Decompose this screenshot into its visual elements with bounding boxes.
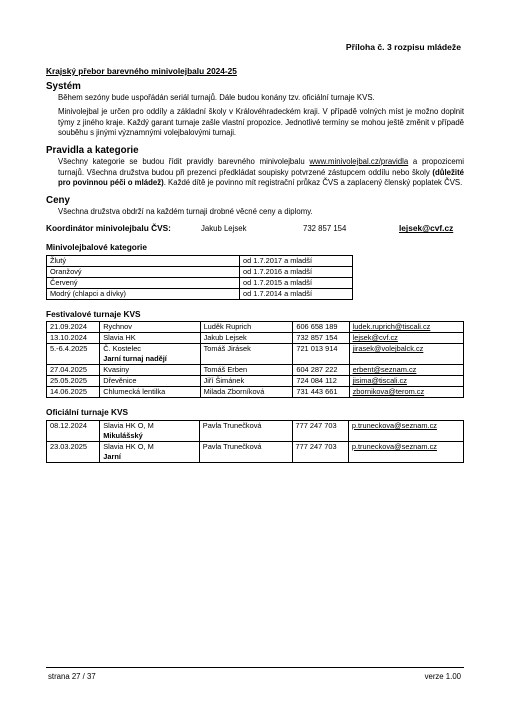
table-row xyxy=(47,288,353,299)
table-row xyxy=(47,344,464,365)
footer-version: verze 1.00 xyxy=(424,672,461,681)
event-place-name: Kvasiny xyxy=(103,365,130,375)
event-organizer: Milada Zborníková xyxy=(200,387,293,398)
category-age: od 1.7.2016 a mladší xyxy=(240,266,353,277)
category-name: Oranžový xyxy=(47,266,240,277)
event-email[interactable]: zbornikova@terom.cz xyxy=(352,387,425,397)
event-date: 13.10.2024 xyxy=(47,333,100,344)
event-date: 21.09.2024 xyxy=(47,322,100,333)
event-place-name: Dřevěnice xyxy=(103,376,137,386)
rules-link[interactable]: www.minivolejbal.cz/pravidla xyxy=(309,156,409,166)
category-name: Červený xyxy=(47,277,240,288)
event-place-name: Slavia HK O, M xyxy=(103,441,154,451)
festival-heading: Festivalové turnaje KVS xyxy=(46,308,141,319)
event-organizer: Tomáš Jirásek xyxy=(200,344,293,365)
rules-bold-note: (důležité pro povinnou péči o mládež) xyxy=(58,167,464,188)
event-date: 27.04.2025 xyxy=(47,365,100,376)
appendix-label: Příloha č. 3 rozpisu mládeže xyxy=(345,42,461,52)
event-email-cell xyxy=(349,344,463,365)
event-email-cell xyxy=(348,441,463,462)
event-date: 08.12.2024 xyxy=(47,420,100,441)
event-phone: 731 443 661 xyxy=(293,387,349,398)
rules-paragraph xyxy=(58,157,464,189)
event-phone: 721 013 914 xyxy=(293,344,349,365)
category-name: Žlutý xyxy=(47,255,240,266)
event-email[interactable]: jirasek@volejbalck.cz xyxy=(352,344,424,354)
event-place xyxy=(100,441,200,462)
footer-page-number: strana 27 / 37 xyxy=(48,672,96,681)
event-place xyxy=(100,420,200,441)
category-name: Modrý (chlapci a dívky) xyxy=(47,288,240,299)
table-row xyxy=(47,277,353,288)
event-email-cell xyxy=(349,365,463,376)
event-organizer: Pavla Trunečková xyxy=(199,441,292,462)
official-table xyxy=(46,420,464,463)
category-age: od 1.7.2014 a mladší xyxy=(240,288,353,299)
event-organizer: Jakub Lejsek xyxy=(200,333,293,344)
event-email[interactable]: p.truneckova@seznam.cz xyxy=(351,420,437,430)
event-email-cell xyxy=(349,322,463,333)
table-row xyxy=(47,266,353,277)
table-row xyxy=(47,420,464,441)
table-row xyxy=(47,365,464,376)
prizes-text: Všechna družstva obdrží na každém turnaji drobné věcné ceny a diplomy. xyxy=(58,206,313,216)
document-content xyxy=(46,66,464,463)
event-place xyxy=(100,365,200,376)
event-subtitle: Mikulášský xyxy=(103,430,143,440)
table-row xyxy=(47,387,464,398)
table-row xyxy=(47,333,464,344)
category-age: od 1.7.2015 a mladší xyxy=(240,277,353,288)
event-organizer: Jiří Šimánek xyxy=(200,376,293,387)
event-email[interactable]: lejsek@cvf.cz xyxy=(352,333,398,343)
event-place-name: Rychnov xyxy=(103,322,132,332)
event-place xyxy=(100,322,200,333)
event-phone: 732 857 154 xyxy=(293,333,349,344)
official-heading: Oficiální turnaje KVS xyxy=(46,407,129,418)
event-place-name: Č. Kostelec xyxy=(103,344,141,354)
table-row xyxy=(47,376,464,387)
table-row xyxy=(47,441,464,462)
event-email[interactable]: p.truneckova@seznam.cz xyxy=(351,441,437,451)
event-email[interactable]: erbent@seznam.cz xyxy=(352,365,417,375)
coordinator-email[interactable]: lejsek@cvf.cz xyxy=(399,223,454,234)
event-email[interactable]: jisima@tiscali.cz xyxy=(352,376,407,386)
rules-heading: Pravidla a kategorie xyxy=(46,144,139,156)
event-phone: 606 658 189 xyxy=(293,322,349,333)
event-email-cell xyxy=(348,420,463,441)
event-date: 23.03.2025 xyxy=(47,441,100,462)
system-heading: Systém xyxy=(46,80,81,92)
event-organizer: Tomáš Erben xyxy=(200,365,293,376)
event-organizer: Pavla Trunečková xyxy=(199,420,292,441)
coordinator-label: Koordinátor minivolejbalu ČVS: xyxy=(46,223,171,234)
event-date: 14.06.2025 xyxy=(47,387,100,398)
event-place xyxy=(100,376,200,387)
festival-table xyxy=(46,321,464,398)
event-email[interactable]: ludek.ruprich@tiscali.cz xyxy=(352,322,431,332)
event-email-cell xyxy=(349,376,463,387)
event-subtitle: Jarní xyxy=(103,451,121,461)
category-age: od 1.7.2017 a mladší xyxy=(240,255,353,266)
document-title: Krajský přebor barevného minivolejbalu 2024-25 xyxy=(46,66,237,76)
event-place xyxy=(100,344,200,365)
event-phone: 604 287 222 xyxy=(293,365,349,376)
coordinator-phone: 732 857 154 xyxy=(303,224,347,234)
event-organizer: Luděk Ruprich xyxy=(200,322,293,333)
event-email-cell xyxy=(349,387,463,398)
footer-divider xyxy=(46,667,464,668)
event-place xyxy=(100,333,200,344)
event-phone: 777 247 703 xyxy=(292,420,348,441)
table-row xyxy=(47,322,464,333)
system-paragraph-2: Minivolejbal je určen pro oddíly a základní školy v Královéhradeckém kraji. V případě volných míst je možno doplnit týmy z jiného kraje. Každý garant turnaje zašle vlastní propozice. Jednotlivé termíny se mohou ještě změnit v případě souběhu s jinými významnými volejbalovými turnaji. xyxy=(58,107,464,138)
rules-text-3: . Každé dítě je povinno mít registrační průkaz ČVS a zaplacený členský poplatek ČVS. xyxy=(163,178,463,188)
event-date: 25.05.2025 xyxy=(47,376,100,387)
categories-heading: Minivolejbalové kategorie xyxy=(46,241,147,252)
event-date: 5.-6.4.2025 xyxy=(47,344,100,365)
event-place xyxy=(100,387,200,398)
rules-text-1: Všechny kategorie se budou řídit pravidly barevného minivolejbalu xyxy=(58,156,310,166)
rules-text-2: a propozicemi turnajů. Všechna družstva budou při prezenci předkládat soupisky potvrzené zástupcem oddílu nebo školy xyxy=(58,156,464,177)
coordinator-line xyxy=(46,223,464,235)
system-paragraph-1: Během sezóny bude uspořádán seriál turnajů. Dále budou konány tzv. oficiální turnaje KVS. xyxy=(58,92,375,102)
coordinator-name: Jakub Lejsek xyxy=(201,224,247,234)
event-phone: 777 247 703 xyxy=(292,441,348,462)
event-phone: 724 084 112 xyxy=(293,376,349,387)
event-place-name: Slavia HK O, M xyxy=(103,420,154,430)
table-row xyxy=(47,255,353,266)
event-subtitle: Jarní turnaj nadějí xyxy=(103,353,167,363)
event-email-cell xyxy=(349,333,463,344)
event-place-name: Chlumecká lentilka xyxy=(103,387,166,397)
categories-table xyxy=(46,255,353,300)
event-place-name: Slavia HK xyxy=(103,333,136,343)
prizes-heading: Ceny xyxy=(46,194,70,206)
